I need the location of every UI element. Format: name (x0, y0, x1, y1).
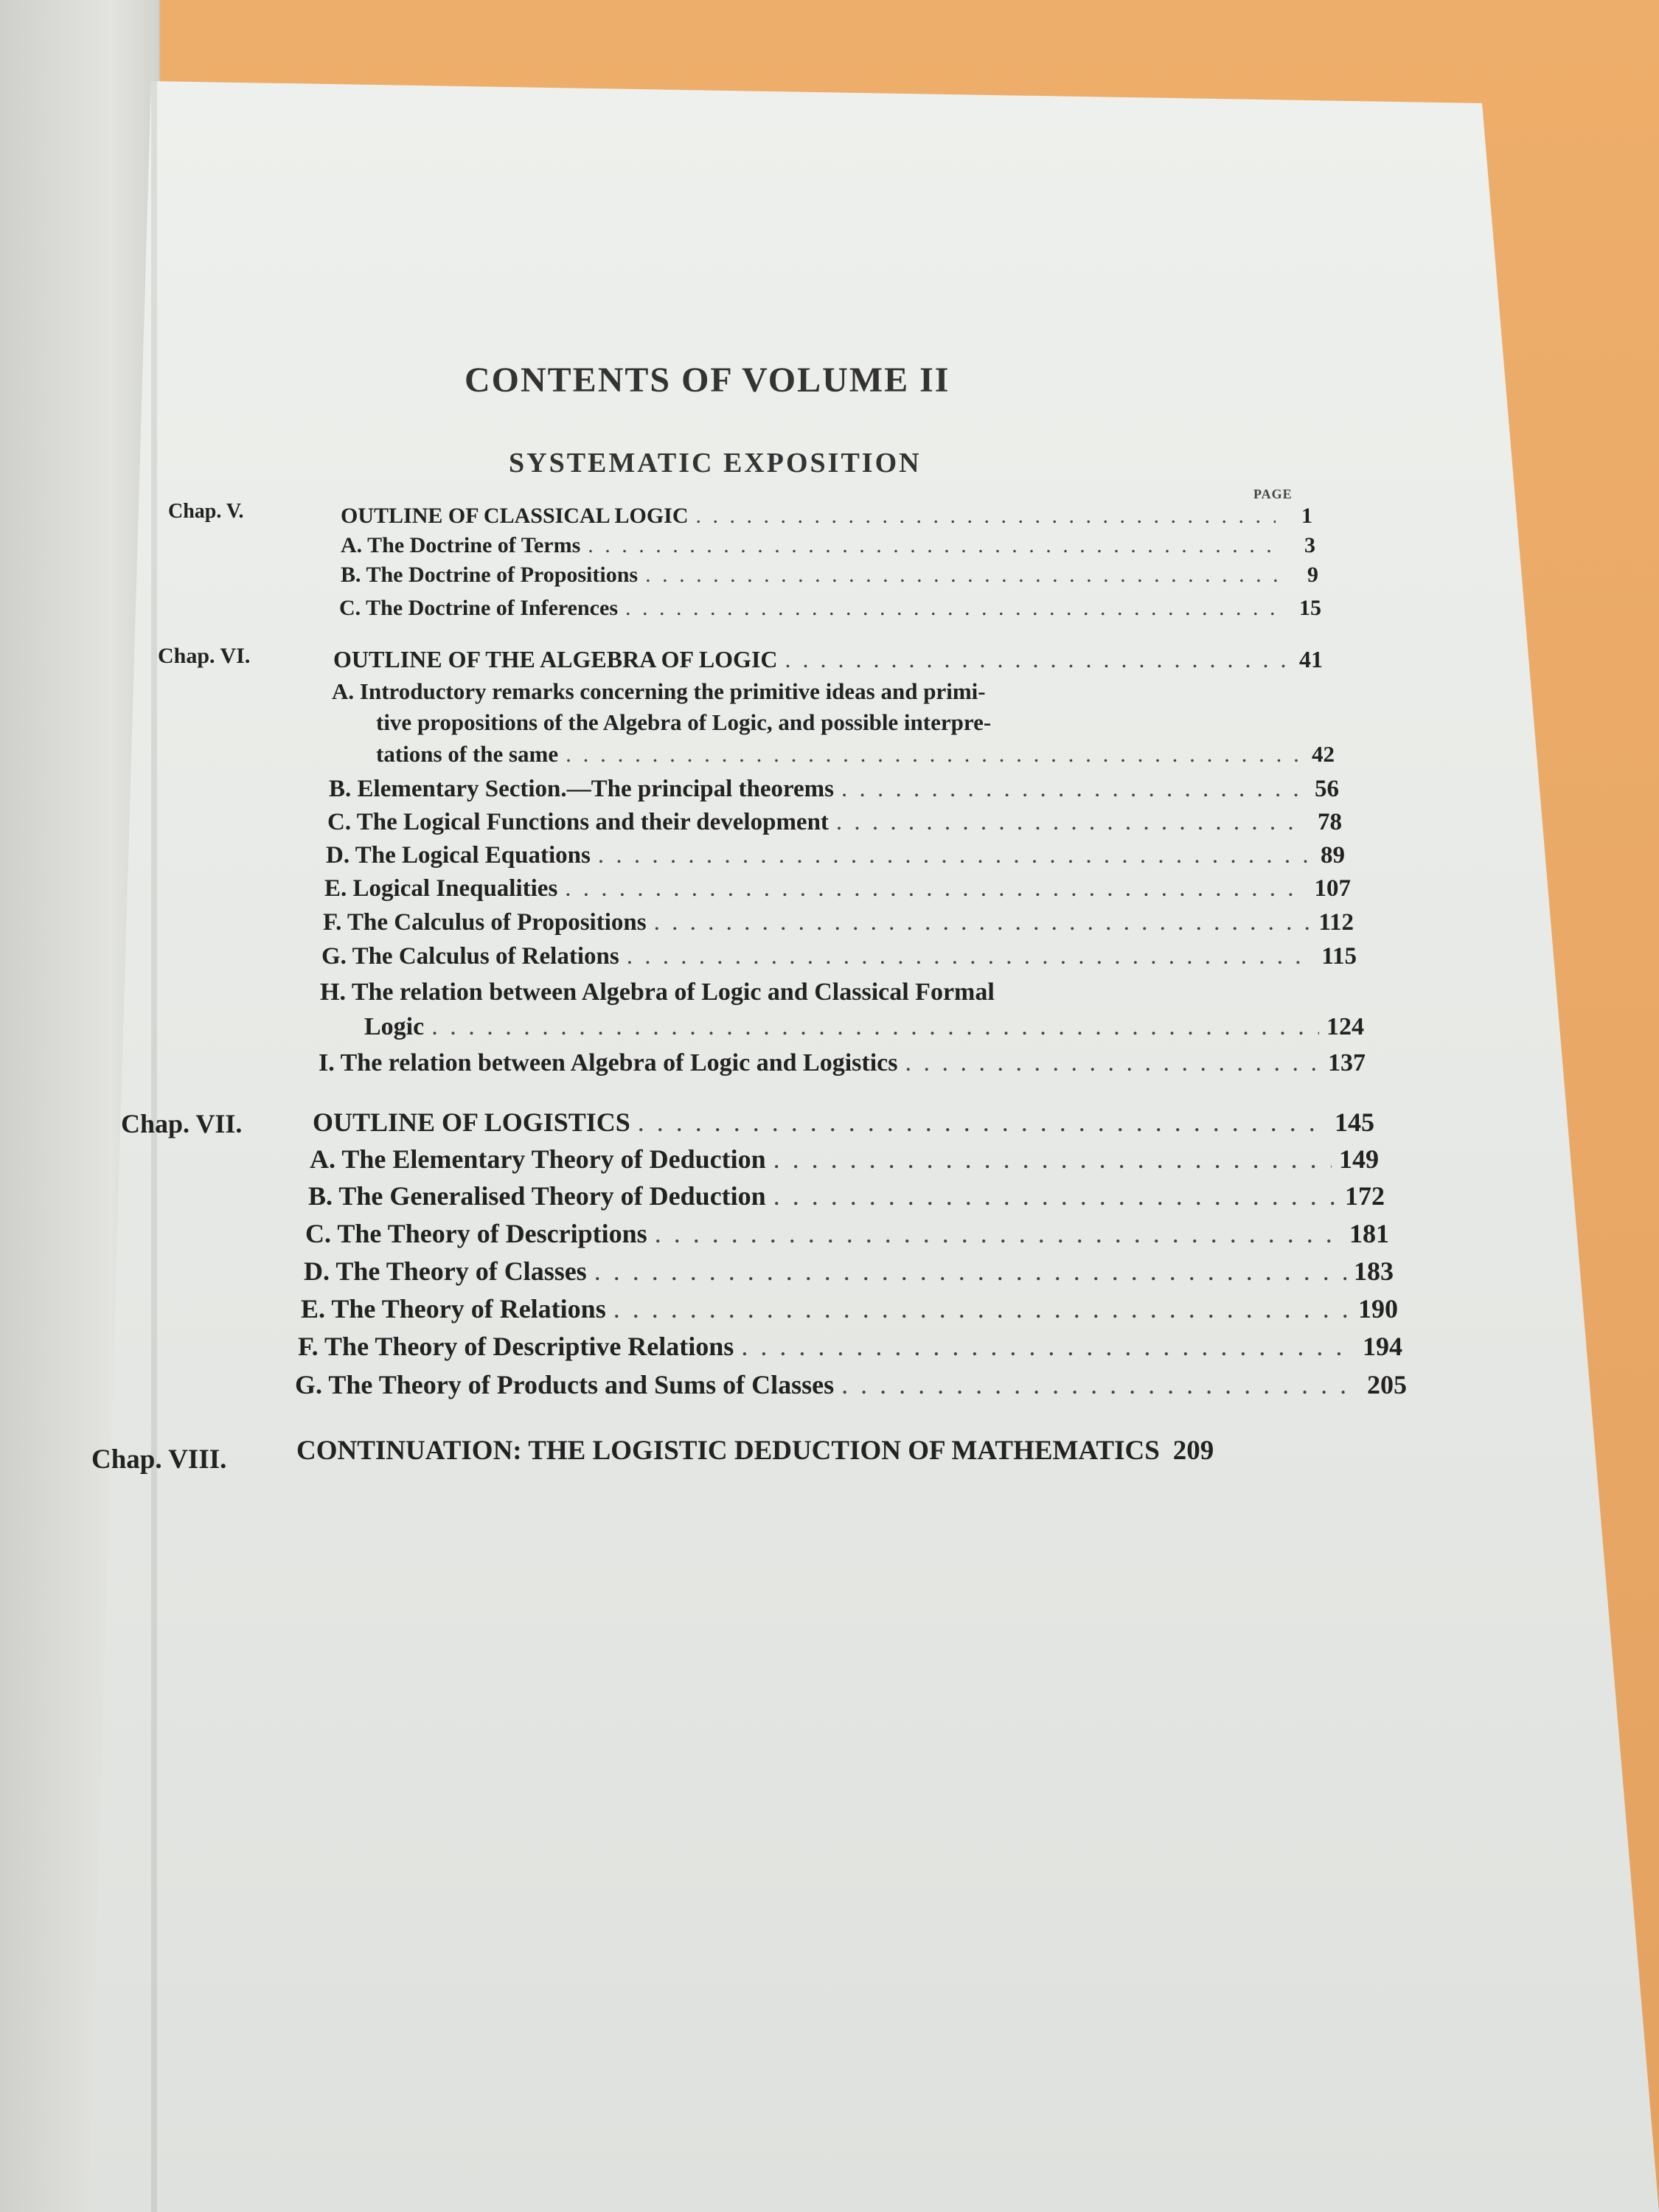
section-title: A. The Doctrine of Terms (341, 533, 581, 557)
section-title: C. The Theory of Descriptions (305, 1219, 647, 1248)
leader-dots (625, 596, 1284, 621)
leader-dots (566, 741, 1298, 768)
section-title: C. The Logical Functions and their development (327, 809, 829, 835)
chapter-entry (341, 504, 1312, 529)
leader-dots (594, 1256, 1346, 1287)
chapter-entry (313, 1107, 1374, 1138)
leader-dots (598, 842, 1308, 869)
leader-dots (773, 1180, 1338, 1211)
section-entry (319, 1049, 1366, 1077)
page-title: CONTENTS OF VOLUME II (465, 361, 950, 400)
section-entry (304, 1256, 1394, 1287)
section-title: G. The Theory of Products and Sums of Classes (295, 1370, 835, 1399)
leader-dots (696, 504, 1276, 529)
section-entry (324, 875, 1351, 902)
leader-dots (836, 809, 1305, 836)
leader-dots (431, 1013, 1319, 1041)
chapter-title: OUTLINE OF CLASSICAL LOGIC (341, 504, 689, 528)
section-title: F. The Theory of Descriptive Relations (298, 1332, 734, 1361)
section-entry (327, 809, 1342, 836)
leader-dots (785, 646, 1287, 673)
section-entry (305, 1218, 1389, 1249)
leader-dots (841, 776, 1302, 803)
chapter-title: OUTLINE OF THE ALGEBRA OF LOGIC (333, 646, 778, 672)
leader-dots (627, 943, 1315, 970)
section-entry (376, 741, 1335, 768)
page-number: 15 (1299, 596, 1321, 620)
section-entry (326, 842, 1345, 869)
section-title: E. The Theory of Relations (301, 1294, 606, 1324)
page-number: 181 (1349, 1219, 1389, 1248)
chapter-title: OUTLINE OF LOGISTICS (313, 1107, 630, 1137)
section-title: D. The Logical Equations (326, 842, 591, 869)
section-entry (341, 533, 1315, 558)
leader-dots (655, 1218, 1342, 1249)
leader-dots (741, 1331, 1355, 1362)
leader-dots (588, 533, 1279, 558)
page-number: 183 (1354, 1256, 1394, 1286)
section-title: A. The Elementary Theory of Deduction (310, 1144, 766, 1174)
page-column-label: PAGE (1253, 487, 1293, 501)
page-number: 124 (1326, 1013, 1364, 1040)
section-entry (301, 1293, 1398, 1324)
chapter-entry (296, 1435, 1425, 1467)
page-number: 172 (1345, 1181, 1385, 1211)
page-number: 190 (1358, 1294, 1398, 1324)
leader-dots (565, 875, 1307, 902)
section-entry (341, 563, 1318, 588)
section-title: A. Introductory remarks concerning the primitive ideas and primi- (332, 678, 986, 704)
leader-dots (841, 1369, 1360, 1400)
section-entry (329, 776, 1339, 803)
chapter-number: Chap. V. (168, 500, 244, 523)
page-number: 149 (1339, 1144, 1379, 1174)
page-number: 107 (1314, 875, 1351, 902)
page-number: 89 (1321, 842, 1345, 869)
page-number: 78 (1318, 809, 1342, 835)
section-title: E. Logical Inequalities (324, 875, 558, 902)
section-entry (298, 1331, 1402, 1362)
section-title: B. Elementary Section.—The principal theorems (329, 776, 835, 802)
section-title-continued: tations of the same (376, 741, 559, 767)
page-number: 9 (1307, 563, 1318, 587)
section-title-continued: Logic (364, 1013, 425, 1040)
section-entry (308, 1180, 1385, 1211)
leader-dots (654, 909, 1312, 936)
leader-dots (638, 1107, 1327, 1138)
chapter-number: Chap. VII. (121, 1109, 243, 1138)
section-title: D. The Theory of Classes (304, 1256, 587, 1286)
section-entry (339, 596, 1321, 621)
page-number: 42 (1312, 741, 1335, 767)
section-entry (295, 1369, 1407, 1400)
page-number: 145 (1335, 1107, 1374, 1137)
section-entry (310, 1144, 1379, 1175)
section-title: G. The Calculus of Relations (321, 943, 619, 970)
section-entry (364, 1013, 1364, 1041)
chapter-title: CONTINUATION: THE LOGISTIC DEDUCTION OF MATHEMATICS (296, 1436, 1160, 1466)
leader-dots (645, 563, 1281, 588)
leader-dots (773, 1144, 1332, 1175)
page-number: 205 (1367, 1370, 1407, 1399)
section-title: I. The relation between Algebra of Logic and Logistics (319, 1049, 898, 1077)
section-title: H. The relation between Algebra of Logic and Classical Formal (320, 978, 995, 1006)
page-number: 137 (1328, 1049, 1366, 1077)
chapter-number: Chap. VI. (158, 644, 251, 668)
leader-dots (905, 1049, 1321, 1077)
page-number: 41 (1299, 646, 1323, 672)
page-number: 194 (1363, 1332, 1402, 1361)
leader-dots (613, 1293, 1351, 1324)
section-title: C. The Doctrine of Inferences (339, 596, 618, 620)
chapter-entry (333, 646, 1323, 673)
chapter-number: Chap. VIII. (91, 1444, 227, 1475)
page-number: 112 (1318, 909, 1354, 936)
section-title: B. The Doctrine of Propositions (341, 563, 639, 587)
page-number: 3 (1304, 533, 1315, 557)
section-title: F. The Calculus of Propositions (323, 909, 647, 936)
section-title: B. The Generalised Theory of Deduction (308, 1181, 766, 1211)
section-heading: SYSTEMATIC EXPOSITION (509, 448, 922, 479)
page-number: 209 (1172, 1436, 1214, 1466)
page-number: 56 (1315, 776, 1339, 802)
section-entry (323, 909, 1354, 936)
section-title-continued: tive propositions of the Algebra of Logic, and possible interpre- (376, 709, 992, 735)
page-number: 115 (1321, 943, 1357, 970)
section-entry (321, 943, 1357, 970)
page-number: 1 (1301, 504, 1312, 528)
